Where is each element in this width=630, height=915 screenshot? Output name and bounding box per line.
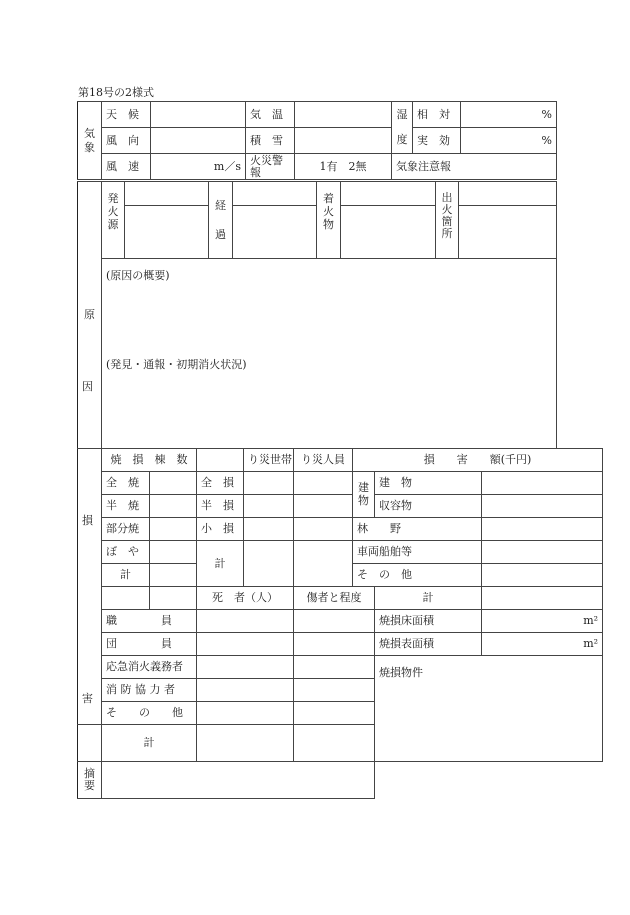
label-shuyobutsu: 収容物 — [375, 495, 482, 518]
label-shoson-bukken: 焼損物件 — [379, 666, 423, 679]
label-yuka-menseki: 焼損床面積 — [375, 610, 482, 633]
label-zensho: 全 焼 — [102, 472, 150, 495]
label-shobo: 消 防 協 力 者 — [102, 679, 197, 702]
label-tatemono2: 建 物 — [375, 472, 482, 495]
shoson-jinin[interactable] — [294, 518, 353, 541]
label-hansho: 半 焼 — [102, 495, 150, 518]
kion-value[interactable] — [295, 102, 392, 128]
kei-jinin-value[interactable] — [294, 541, 353, 587]
label-kei2: 計 — [102, 725, 197, 762]
rinya-value[interactable] — [482, 518, 603, 541]
label-kasai-keiho: 火災警報 — [246, 154, 295, 180]
weather-section-label: 気象 — [78, 102, 102, 180]
shoson-setai[interactable] — [244, 518, 294, 541]
cause-label-in: 因 — [82, 380, 93, 393]
chakkabutsu-value[interactable] — [341, 206, 436, 259]
oukyu-shisha[interactable] — [197, 656, 294, 679]
hakkagen-code[interactable] — [125, 182, 209, 206]
boya-value[interactable] — [150, 541, 197, 564]
label-sonota2: そ の 他 — [102, 702, 197, 725]
label-kei-tosu: 計 — [102, 564, 150, 587]
label-remarks: 摘要 — [78, 762, 102, 799]
danin-shosha[interactable] — [294, 633, 375, 656]
label-bubunsho: 部分焼 — [102, 518, 150, 541]
kei-setai-value[interactable] — [244, 541, 294, 587]
label-shitsudo: 湿度 — [392, 102, 413, 154]
keika-code[interactable] — [233, 182, 317, 206]
cause-summary-area[interactable] — [102, 259, 557, 449]
label-shoson: 小 損 — [197, 518, 244, 541]
label-risai-jinin: り災人員 — [294, 449, 353, 472]
hanson-setai[interactable] — [244, 495, 294, 518]
yuka-menseki-value[interactable]: m² — [482, 610, 603, 633]
shoson-tosu-value[interactable] — [197, 449, 244, 472]
label-tenko: 天 候 — [102, 102, 151, 128]
cause-label-gen: 原 — [84, 308, 95, 322]
label-shisha: 死 者（人） — [197, 587, 294, 610]
label-oukyu: 応急消火義務者 — [102, 656, 197, 679]
damage-section-label — [78, 449, 102, 725]
kei-tosu-value[interactable] — [150, 564, 197, 587]
label-fusoku: 風 速 — [102, 154, 151, 180]
label-shukka-kasho: 出火箇所 — [436, 182, 459, 259]
shokuin-shisha[interactable] — [197, 610, 294, 633]
danin-shisha[interactable] — [197, 633, 294, 656]
hansho-value[interactable] — [150, 495, 197, 518]
shobo-shosha[interactable] — [294, 679, 375, 702]
remarks-value[interactable] — [102, 762, 375, 799]
label-zenson: 全 損 — [197, 472, 244, 495]
label-shokuin: 職 員 — [102, 610, 197, 633]
cause-table — [77, 181, 557, 449]
bubunsho-value[interactable] — [150, 518, 197, 541]
kei2-shisha[interactable] — [197, 725, 294, 762]
zenson-setai[interactable] — [244, 472, 294, 495]
discovery-label: (発見・通報・初期消火状況) — [106, 358, 247, 371]
shoson-bukken-area[interactable] — [375, 656, 603, 762]
jikko-value[interactable]: % — [461, 128, 557, 154]
shobo-shisha[interactable] — [197, 679, 294, 702]
sonota2-shisha[interactable] — [197, 702, 294, 725]
tenko-value[interactable] — [151, 102, 246, 128]
shokuin-shosha[interactable] — [294, 610, 375, 633]
label-kei-setai: 計 — [197, 541, 244, 587]
label-hanson: 半 損 — [197, 495, 244, 518]
blank-b — [150, 587, 197, 610]
tatemono-value[interactable] — [482, 472, 603, 495]
kei-songai-value[interactable] — [482, 587, 603, 610]
label-chakkabutsu: 着火物 — [317, 182, 341, 259]
keiho-options[interactable]: 1有 2無 — [295, 154, 392, 180]
label-keika: 経過 — [209, 182, 233, 259]
weather-table — [77, 101, 557, 180]
sotai-value[interactable]: % — [461, 102, 557, 128]
sekisetsu-value[interactable] — [295, 128, 392, 154]
zenson-jinin[interactable] — [294, 472, 353, 495]
fusoku-value[interactable]: m／s — [151, 154, 246, 180]
label-kion: 気 温 — [246, 102, 295, 128]
kei2-shosha[interactable] — [294, 725, 375, 762]
label-sonota: そ の 他 — [353, 564, 482, 587]
label-sharyo: 車両船舶等 — [353, 541, 482, 564]
label-shoson-tosu: 焼 損 棟 数 — [102, 449, 197, 472]
damage-label-gai: 害 — [82, 692, 93, 705]
label-songai-gaku: 損 害 額(千円) — [353, 449, 603, 472]
label-boya: ぼ や — [102, 541, 150, 564]
label-fuko: 風 向 — [102, 128, 151, 154]
sonota-value[interactable] — [482, 564, 603, 587]
cause-label-gen-cell — [78, 182, 102, 449]
hakkagen-value[interactable] — [125, 206, 209, 259]
hanson-jinin[interactable] — [294, 495, 353, 518]
sharyo-value[interactable] — [482, 541, 603, 564]
hyomen-menseki-value[interactable]: m² — [482, 633, 603, 656]
zensho-value[interactable] — [150, 472, 197, 495]
oukyu-shosha[interactable] — [294, 656, 375, 679]
shukka-code[interactable] — [459, 182, 557, 206]
cause-summary-label: (原因の概要) — [106, 269, 170, 282]
blank-a — [102, 587, 150, 610]
keika-value[interactable] — [233, 206, 317, 259]
label-risai-setai: り災世帯 — [244, 449, 294, 472]
label-kei-songai: 計 — [375, 587, 482, 610]
label-kisho-chuiho: 気象注意報 — [392, 154, 557, 180]
damage-table — [77, 448, 603, 799]
label-danin: 団 員 — [102, 633, 197, 656]
label-hyomen-menseki: 焼損表面積 — [375, 633, 482, 656]
label-hakkagen: 発火源 — [102, 182, 125, 259]
fuko-value[interactable] — [151, 128, 246, 154]
shuyobutsu-value[interactable] — [482, 495, 603, 518]
label-tatemono: 建物 — [353, 472, 375, 518]
label-sekisetsu: 積 雪 — [246, 128, 295, 154]
label-jikko: 実 効 — [413, 128, 461, 154]
form-title: 第18号の2様式 — [78, 86, 154, 99]
sonota2-shosha[interactable] — [294, 702, 375, 725]
shukka-value[interactable] — [459, 206, 557, 259]
label-rinya: 林 野 — [353, 518, 482, 541]
damage-label-tail — [78, 725, 102, 762]
label-sotai: 相 対 — [413, 102, 461, 128]
damage-label-son: 損 — [82, 514, 93, 527]
label-shosha: 傷者と程度 — [294, 587, 375, 610]
chakkabutsu-code[interactable] — [341, 182, 436, 206]
